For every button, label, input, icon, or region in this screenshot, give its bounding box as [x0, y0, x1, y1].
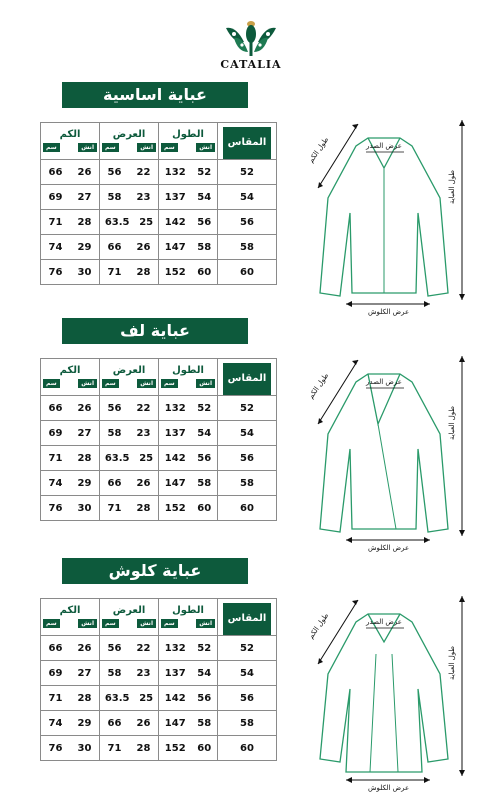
- measure-cell: [100, 471, 159, 496]
- column-label: العرض: [112, 129, 146, 140]
- unit-cm-label: سم: [43, 143, 60, 152]
- column-size: [218, 599, 277, 636]
- measure-cell: [100, 496, 159, 521]
- value-inch: 58: [197, 717, 212, 729]
- value-cm: 66: [107, 717, 122, 729]
- value-cm: 69: [48, 427, 63, 439]
- measure-cell: [41, 661, 100, 686]
- measure-cell: [159, 446, 218, 471]
- table-row: [41, 160, 277, 185]
- value-inch: 52: [197, 402, 212, 414]
- brand-name: CATALIA: [220, 58, 282, 71]
- chest-width-label: عرض الصدر: [366, 142, 402, 150]
- column-width: [100, 359, 159, 396]
- value-inch: 28: [136, 266, 151, 278]
- value-inch: 52: [197, 166, 212, 178]
- value-cm: 56: [107, 166, 122, 178]
- measure-cell: [159, 636, 218, 661]
- section-title: عباية كلوش: [62, 558, 248, 584]
- table-row: [41, 396, 277, 421]
- measure-cell: [159, 686, 218, 711]
- value-cm: 152: [164, 266, 186, 278]
- size-value: 60: [218, 496, 277, 521]
- value-cm: 142: [164, 216, 186, 228]
- measure-cell: [159, 736, 218, 761]
- measure-cell: [41, 260, 100, 285]
- measure-cell: [159, 160, 218, 185]
- column-label: الطول: [172, 129, 204, 140]
- measure-cell: [41, 396, 100, 421]
- unit-cm-label: سم: [161, 379, 178, 388]
- measure-cell: [100, 235, 159, 260]
- size-section: [0, 82, 500, 327]
- value-cm: 76: [48, 266, 63, 278]
- unit-inch-label: انش: [137, 143, 156, 152]
- size-value: 54: [218, 421, 277, 446]
- value-cm: 71: [48, 692, 63, 704]
- value-cm: 76: [48, 502, 63, 514]
- column-length: [159, 599, 218, 636]
- value-cm: 137: [164, 191, 186, 203]
- table-row: [41, 661, 277, 686]
- abaya-diagram: [298, 118, 473, 328]
- measure-cell: [100, 636, 159, 661]
- hem-width-label: عرض الكلوش: [368, 544, 410, 552]
- size-value: 58: [218, 711, 277, 736]
- value-inch: 25: [139, 216, 154, 228]
- column-size: [218, 359, 277, 396]
- value-inch: 58: [197, 241, 212, 253]
- value-cm: 56: [107, 402, 122, 414]
- value-inch: 28: [136, 502, 151, 514]
- sleeve-length-label: طول الكم: [306, 371, 331, 401]
- measure-cell: [41, 686, 100, 711]
- value-inch: 56: [197, 692, 212, 704]
- value-inch: 54: [197, 667, 212, 679]
- value-cm: 71: [48, 216, 63, 228]
- measure-cell: [159, 471, 218, 496]
- size-value: 52: [218, 160, 277, 185]
- value-inch: 22: [136, 166, 151, 178]
- chest-width-label: عرض الصدر: [366, 618, 402, 626]
- unit-cm-label: سم: [43, 619, 60, 628]
- value-inch: 56: [197, 452, 212, 464]
- table-row: [41, 736, 277, 761]
- value-cm: 71: [48, 452, 63, 464]
- measure-cell: [41, 471, 100, 496]
- value-inch: 60: [197, 266, 212, 278]
- table-row: [41, 260, 277, 285]
- value-cm: 58: [107, 427, 122, 439]
- column-sleeve: [41, 123, 100, 160]
- size-header: المقاس: [223, 603, 271, 635]
- size-value: 52: [218, 636, 277, 661]
- value-cm: 63.5: [104, 452, 130, 464]
- value-inch: 28: [77, 216, 92, 228]
- value-cm: 137: [164, 667, 186, 679]
- value-inch: 30: [77, 502, 92, 514]
- value-cm: 63.5: [104, 692, 130, 704]
- value-cm: 66: [107, 477, 122, 489]
- abaya-length-label: طول العباية: [448, 406, 456, 440]
- table-header-row: [41, 359, 277, 396]
- size-header: المقاس: [223, 127, 271, 159]
- value-inch: 29: [77, 717, 92, 729]
- measure-cell: [100, 210, 159, 235]
- value-inch: 58: [197, 477, 212, 489]
- column-size: [218, 123, 277, 160]
- measure-cell: [100, 185, 159, 210]
- table-header-row: [41, 123, 277, 160]
- value-cm: 56: [107, 642, 122, 654]
- size-value: 60: [218, 260, 277, 285]
- size-value: 56: [218, 210, 277, 235]
- measure-cell: [159, 661, 218, 686]
- measure-cell: [41, 711, 100, 736]
- value-cm: 132: [164, 642, 186, 654]
- value-cm: 147: [164, 717, 186, 729]
- size-value: 58: [218, 235, 277, 260]
- value-inch: 29: [77, 241, 92, 253]
- measure-cell: [41, 446, 100, 471]
- sleeve-length-label: طول الكم: [306, 135, 331, 165]
- value-inch: 26: [136, 477, 151, 489]
- measure-cell: [41, 736, 100, 761]
- size-value: 56: [218, 446, 277, 471]
- table-row: [41, 711, 277, 736]
- unit-cm-label: سم: [102, 619, 119, 628]
- size-table: [40, 598, 277, 761]
- value-inch: 60: [197, 742, 212, 754]
- measure-cell: [100, 686, 159, 711]
- table-row: [41, 235, 277, 260]
- size-value: 58: [218, 471, 277, 496]
- column-width: [100, 599, 159, 636]
- brand-logo: [220, 20, 282, 80]
- table-row: [41, 446, 277, 471]
- value-cm: 132: [164, 166, 186, 178]
- unit-inch-label: انش: [196, 379, 215, 388]
- measure-cell: [41, 185, 100, 210]
- value-inch: 60: [197, 502, 212, 514]
- section-title: عباية لف: [62, 318, 248, 344]
- unit-inch-label: انش: [137, 619, 156, 628]
- size-section: [0, 318, 500, 563]
- size-value: 60: [218, 736, 277, 761]
- table-row: [41, 471, 277, 496]
- measure-cell: [159, 235, 218, 260]
- value-inch: 29: [77, 477, 92, 489]
- column-label: الكم: [59, 129, 81, 140]
- value-cm: 152: [164, 502, 186, 514]
- value-inch: 30: [77, 266, 92, 278]
- unit-inch-label: انش: [196, 143, 215, 152]
- value-inch: 27: [77, 667, 92, 679]
- column-label: الطول: [172, 605, 204, 616]
- column-width: [100, 123, 159, 160]
- measure-cell: [100, 396, 159, 421]
- unit-cm-label: سم: [102, 379, 119, 388]
- table-row: [41, 421, 277, 446]
- value-inch: 22: [136, 402, 151, 414]
- value-inch: 28: [136, 742, 151, 754]
- measure-cell: [41, 210, 100, 235]
- measure-cell: [159, 260, 218, 285]
- value-inch: 23: [136, 191, 151, 203]
- measure-cell: [159, 496, 218, 521]
- value-inch: 26: [136, 241, 151, 253]
- value-cm: 58: [107, 191, 122, 203]
- size-value: 56: [218, 686, 277, 711]
- column-label: العرض: [112, 365, 146, 376]
- measure-cell: [100, 446, 159, 471]
- value-cm: 76: [48, 742, 63, 754]
- unit-cm-label: سم: [161, 143, 178, 152]
- column-sleeve: [41, 599, 100, 636]
- value-cm: 74: [48, 241, 63, 253]
- column-label: العرض: [112, 605, 146, 616]
- value-inch: 54: [197, 427, 212, 439]
- value-inch: 22: [136, 642, 151, 654]
- abaya-diagram: [298, 354, 473, 564]
- measure-cell: [159, 396, 218, 421]
- value-inch: 27: [77, 427, 92, 439]
- value-cm: 137: [164, 427, 186, 439]
- column-label: الطول: [172, 365, 204, 376]
- measure-cell: [159, 711, 218, 736]
- measure-cell: [41, 496, 100, 521]
- table-row: [41, 210, 277, 235]
- column-label: الكم: [59, 365, 81, 376]
- measure-cell: [41, 636, 100, 661]
- value-cm: 142: [164, 692, 186, 704]
- value-inch: 23: [136, 427, 151, 439]
- chest-width-label: عرض الصدر: [366, 378, 402, 386]
- value-inch: 26: [136, 717, 151, 729]
- value-cm: 66: [107, 241, 122, 253]
- abaya-diagram: [298, 594, 473, 804]
- column-length: [159, 359, 218, 396]
- unit-cm-label: سم: [161, 619, 178, 628]
- size-table: [40, 358, 277, 521]
- size-value: 52: [218, 396, 277, 421]
- table-row: [41, 686, 277, 711]
- measure-cell: [159, 421, 218, 446]
- measure-cell: [41, 235, 100, 260]
- value-inch: 27: [77, 191, 92, 203]
- size-value: 54: [218, 185, 277, 210]
- value-inch: 28: [77, 692, 92, 704]
- unit-cm-label: سم: [102, 143, 119, 152]
- section-title: عباية اساسية: [62, 82, 248, 108]
- measure-cell: [100, 711, 159, 736]
- abaya-length-label: طول العباية: [448, 170, 456, 204]
- column-length: [159, 123, 218, 160]
- hem-width-label: عرض الكلوش: [368, 308, 410, 316]
- sleeve-length-label: طول الكم: [306, 611, 331, 641]
- value-cm: 152: [164, 742, 186, 754]
- value-inch: 25: [139, 452, 154, 464]
- peacock-icon: [220, 20, 282, 58]
- value-cm: 58: [107, 667, 122, 679]
- value-cm: 69: [48, 667, 63, 679]
- value-cm: 71: [107, 266, 122, 278]
- unit-inch-label: انش: [196, 619, 215, 628]
- size-table: [40, 122, 277, 285]
- hem-width-label: عرض الكلوش: [368, 784, 410, 792]
- unit-inch-label: انش: [78, 379, 97, 388]
- value-cm: 69: [48, 191, 63, 203]
- value-cm: 147: [164, 241, 186, 253]
- size-header: المقاس: [223, 363, 271, 395]
- value-cm: 66: [48, 166, 63, 178]
- value-inch: 25: [139, 692, 154, 704]
- unit-inch-label: انش: [78, 619, 97, 628]
- column-label: الكم: [59, 605, 81, 616]
- measure-cell: [100, 160, 159, 185]
- measure-cell: [100, 260, 159, 285]
- value-cm: 71: [107, 742, 122, 754]
- measure-cell: [159, 185, 218, 210]
- value-inch: 26: [77, 402, 92, 414]
- value-cm: 66: [48, 642, 63, 654]
- value-inch: 26: [77, 166, 92, 178]
- column-sleeve: [41, 359, 100, 396]
- value-cm: 74: [48, 477, 63, 489]
- size-value: 54: [218, 661, 277, 686]
- table-row: [41, 496, 277, 521]
- value-inch: 54: [197, 191, 212, 203]
- value-inch: 26: [77, 642, 92, 654]
- abaya-length-label: طول العباية: [448, 646, 456, 680]
- measure-cell: [41, 421, 100, 446]
- size-section: [0, 558, 500, 803]
- unit-inch-label: انش: [78, 143, 97, 152]
- unit-inch-label: انش: [137, 379, 156, 388]
- table-row: [41, 185, 277, 210]
- value-inch: 28: [77, 452, 92, 464]
- value-cm: 63.5: [104, 216, 130, 228]
- value-cm: 142: [164, 452, 186, 464]
- value-inch: 52: [197, 642, 212, 654]
- measure-cell: [41, 160, 100, 185]
- measure-cell: [159, 210, 218, 235]
- value-cm: 74: [48, 717, 63, 729]
- value-cm: 66: [48, 402, 63, 414]
- unit-cm-label: سم: [43, 379, 60, 388]
- table-row: [41, 636, 277, 661]
- measure-cell: [100, 661, 159, 686]
- measure-cell: [100, 736, 159, 761]
- table-header-row: [41, 599, 277, 636]
- value-cm: 132: [164, 402, 186, 414]
- measure-cell: [100, 421, 159, 446]
- value-inch: 56: [197, 216, 212, 228]
- value-cm: 147: [164, 477, 186, 489]
- value-inch: 23: [136, 667, 151, 679]
- value-cm: 71: [107, 502, 122, 514]
- value-inch: 30: [77, 742, 92, 754]
